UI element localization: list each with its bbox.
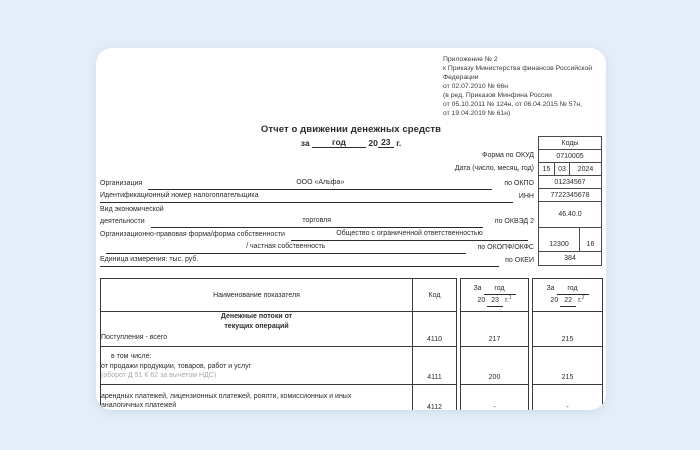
date-month-cell: 03 [554, 163, 569, 175]
period-century: 20 [368, 138, 378, 148]
period-blank: год [312, 137, 366, 148]
row-title: арендных платежей, лицензионных платежей, роялти, комиссионных и иных [101, 392, 352, 400]
period-za: за [300, 138, 310, 148]
inn-label: ИНН [518, 193, 534, 200]
table-header-row [101, 279, 603, 312]
table-row-4112 [101, 384, 603, 410]
row-name-cell [101, 312, 413, 347]
p1-year: 23 [487, 296, 503, 307]
column-header-period-1 [461, 279, 529, 312]
row-code-cell: 4111 [413, 346, 457, 384]
okpo-value-cell: 01234567 [538, 175, 602, 189]
section-line: Денежные потоки от [220, 313, 293, 320]
period-g: г. [396, 138, 402, 148]
p1-footnote-mark: 1 [508, 294, 512, 301]
okei-value-cell: 384 [538, 251, 602, 266]
row-value-2023: - [461, 384, 529, 410]
okved-label: по ОКВЭД 2 [494, 218, 534, 225]
p1-za: За [473, 285, 482, 292]
inn-value-cell: 7722345678 [538, 188, 602, 202]
row-name-cell [101, 384, 413, 410]
legal-form-value: Общество с ограниченной ответственностью [291, 228, 528, 241]
date-value-cell [538, 162, 602, 176]
appendix-line: Приложение № 2 [443, 56, 498, 63]
row-code-cell: 4110 [413, 312, 457, 347]
p2-century: 20 [550, 297, 559, 304]
activity-label-line1: Вид экономической [100, 206, 164, 213]
row-value-2022: 215 [533, 312, 603, 347]
inn-row [100, 189, 534, 203]
appendix-line: от 05.10.2011 № 124н, от 06.04.2015 № 57н, [443, 101, 583, 108]
okud-value-cell: 0710005 [538, 149, 602, 163]
row-code-cell: 4112 [413, 384, 457, 410]
organization-value: ООО «Альфа» [148, 177, 492, 190]
ownership-value: / частная собственность [106, 241, 466, 254]
okved-value-cell: 46.40.0 [538, 201, 602, 228]
okopf-code-cell: 12300 [549, 241, 569, 248]
activity-value: торговля [151, 215, 483, 228]
form-document-card [96, 48, 606, 410]
okud-label: Форма по ОКУД [482, 152, 534, 159]
date-label: Дата (число, месяц, год) [454, 165, 534, 172]
period-year: 23 [378, 137, 394, 148]
row-value-2022: 215 [533, 346, 603, 384]
row-title: аналогичных платежей [101, 402, 177, 409]
okfs-code-cell: 16 [579, 228, 601, 251]
p2-god: год [557, 284, 589, 295]
p2-za: За [546, 285, 555, 292]
codes-header-cell: Коды [538, 136, 602, 150]
form-period [96, 137, 606, 148]
p1-century: 20 [477, 297, 486, 304]
appendix-line: (в ред. Приказов Минфина России [443, 92, 552, 99]
column-header-code: Код [413, 279, 457, 312]
p2-footnote-mark: 2 [581, 294, 585, 301]
legal-form-label: Организационно-правовая форма/форма собственности [100, 231, 285, 238]
organization-label: Организация [100, 180, 143, 187]
appendix-line: Федерации [443, 74, 479, 81]
appendix-note [443, 55, 592, 118]
date-day-cell: 15 [542, 165, 551, 173]
row-value-2023: 200 [461, 346, 529, 384]
ownership-row [100, 240, 534, 254]
p2-year: 22 [560, 296, 576, 307]
row-value-2022: - [533, 384, 603, 410]
date-year-cell: 2024 [569, 163, 601, 175]
row-title: от продажи продукции, товаров, работ и услуг [101, 362, 252, 370]
p1-g: г. [505, 297, 509, 304]
appendix-line: к Приказу Министерства финансов Российской [443, 65, 593, 72]
row-subtitle: в том числе: [111, 353, 152, 360]
okopf-value-cell [538, 227, 602, 252]
table-row-4110 [101, 312, 603, 347]
section-line: текущих операций [224, 322, 289, 330]
okpo-label: по ОКПО [504, 180, 534, 187]
row-value-2023: 217 [461, 312, 529, 347]
table-row-4111 [101, 346, 603, 384]
okei-label: по ОКЕИ [505, 257, 534, 264]
row-title: Поступления - всего [101, 334, 168, 341]
p2-g: г. [578, 297, 582, 304]
row-name-cell [101, 346, 413, 384]
section-heading [101, 312, 412, 331]
column-header-name: Наименование показателя [101, 279, 413, 312]
inn-row-label: Идентификационный номер налогоплательщика [100, 190, 513, 203]
form-title: Отчет о движении денежных средств [260, 124, 442, 135]
unit-label: Единица измерения: тыс. руб. [100, 254, 499, 267]
cash-flow-table [100, 278, 603, 410]
row-note: (оборот Д 51 К 62 за вычетом НДС) [101, 372, 217, 379]
p1-god: год [484, 284, 516, 295]
okopf-label: по ОКОПФ/ОКФС [477, 244, 534, 251]
appendix-line: от 02.07.2010 № 66н [443, 83, 509, 90]
organization-row [100, 176, 534, 190]
appendix-line: от 19.04.2019 № 61н) [443, 110, 511, 117]
unit-row [100, 253, 534, 267]
column-header-period-2 [533, 279, 603, 312]
activity-row [100, 214, 534, 228]
activity-label-line2: деятельности [100, 218, 145, 225]
